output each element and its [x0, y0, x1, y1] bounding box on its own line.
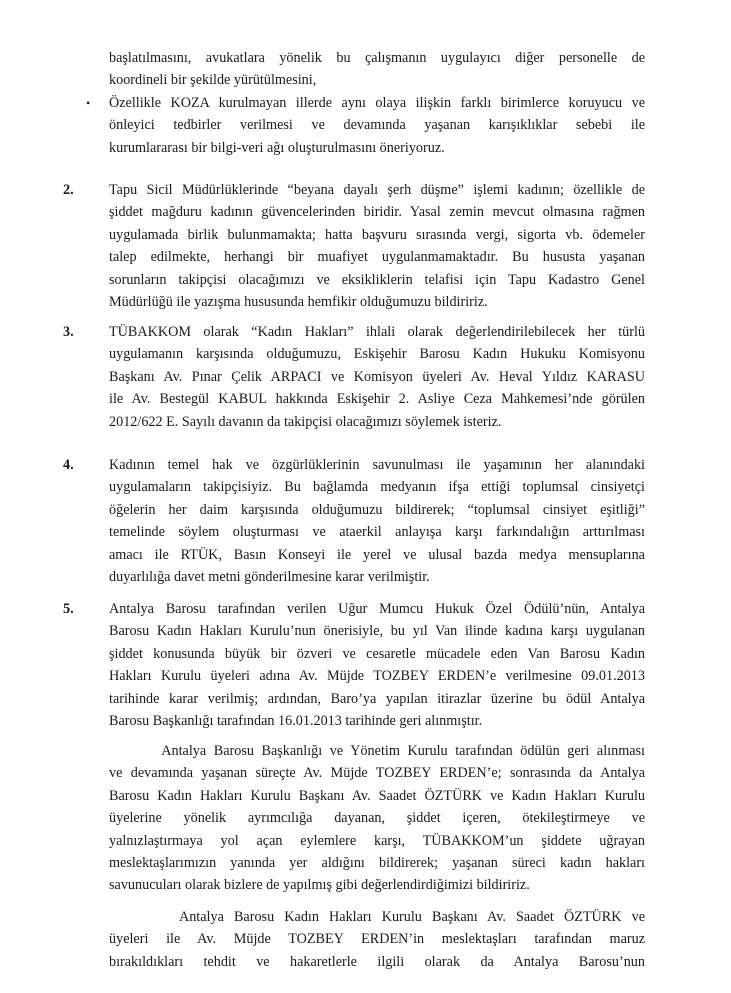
item-5-paragraph	[109, 598, 645, 732]
text-line: tarihinde karar verilmiş; ardından, Baro’ya yapılan itirazlar üzerine bu ödül Antalya	[109, 690, 645, 707]
text-line: sorunların takipçisi olacağımızı ve eksikliklerin telafisi için Tapu Kadastro Genel	[109, 271, 645, 288]
bullet-paragraph	[109, 92, 645, 159]
text-line: duyarlılığa davet metni gönderilmesine karar verilmiştir.	[109, 569, 430, 586]
text-line: bırakıldıkları tehdit ve hakaretlerle ilgili olarak da Antalya Barosu’nun	[109, 953, 645, 970]
text-line: şiddet mağduru kadının güvencelerinden biridir. Yasal zemin mevcut olmasına rağmen	[109, 204, 645, 221]
statement-paragraph	[109, 740, 645, 897]
text-line: kurumlararası bir bilgi-veri ağı oluşturulmasını öneriyoruz.	[109, 139, 445, 156]
continued-paragraph	[109, 47, 645, 92]
item-2-paragraph	[109, 179, 645, 313]
text-line: Kadının temel hak ve özgürlüklerinin savunulması ile yaşamının her alanındaki	[109, 457, 645, 473]
text-line: öğelerin her daim karşısında olduğumuzu bildirerek; “toplumsal cinsiyet eşitliği”	[109, 501, 645, 518]
text-line: amacı ile RTÜK, Basın Konseyi ile yerel ve ulusal bazda medya mensuplarına	[109, 546, 645, 563]
text-line: koordineli bir şekilde yürütülmesini,	[109, 72, 317, 89]
text-line: Müdürlüğü ile yazışma hususunda hemfikir olduğumuzu bildiririz.	[109, 294, 488, 311]
item-number: 2.	[63, 182, 74, 198]
text-line: yalnızlaştırmaya yol açan eylemlere karşı, TÜBAKKOM’un şiddete uğrayan	[109, 832, 645, 849]
text-line: üyeleri ile Av. Müjde TOZBEY ERDEN’in meslektaşları tarafından maruz	[109, 931, 645, 948]
text-line: uygulamaların takipçisiyiz. Bu bağlamda medyanın ifşa ettiği toplumsal cinsiyetçi	[109, 479, 645, 496]
text-line: üyelerine yönelik ayrımcılığa dayanan, şiddet içeren, ötekileştirmeye ve	[109, 810, 645, 827]
text-line: Hakları Kurulu üyeleri adına Av. Müjde TOZBEY ERDEN’e verilmesine 09.01.2013	[109, 668, 645, 685]
text-line: Antalya Barosu Başkanlığı ve Yönetim Kurulu tarafından ödülün geri alınması	[109, 743, 645, 759]
item-number: 4.	[63, 457, 74, 473]
text-line: 2012/622 E. Sayılı davanın da takipçisi olacağımızı söylemek isteriz.	[109, 413, 502, 430]
text-line: Antalya Barosu Kadın Hakları Kurulu Başkanı Av. Saadet ÖZTÜRK ve	[109, 909, 645, 925]
text-line: şiddet konusunda büyük bir özveri ve cesaretle mücadele eden Van Barosu Kadın	[109, 645, 645, 662]
item-number: 3.	[63, 324, 74, 340]
item-4-paragraph	[109, 454, 645, 588]
text-line: ile Av. Bestegül KABUL hakkında Eskişehir 2. Asliye Ceza Mahkemesi’nde görülen	[109, 391, 645, 408]
bullet-marker: •	[86, 96, 91, 110]
text-line: Barosu Başkanlığı tarafından 16.01.2013 tarihinde geri alınmıştır.	[109, 713, 483, 730]
text-line: başlatılmasını, avukatlara yönelik bu çalışmanın uygulayıcı diğer personelle de	[109, 50, 645, 66]
item-number: 5.	[63, 601, 74, 617]
text-line: Barosu Kadın Hakları Kurulu Başkanı Av. Saadet ÖZTÜRK ve Kadın Hakları Kurulu	[109, 787, 645, 804]
text-line: meslektaşlarımızın yanında yer aldığını bildirerek; yaşanan süreci kadın hakları	[109, 855, 645, 872]
text-line: temelinde söylem oluşturması ve ataerkil anlayışa karşı farkındalığın arttırılması	[109, 524, 645, 541]
text-line: önleyici tedbirler verilmesi ve devamında yaşanan karışıklıklar sebebi ile	[109, 117, 645, 134]
text-line: Başkanı Av. Pınar Çelik ARPACI ve Komisyon üyeleri Av. Heval Yıldız KARASU	[109, 368, 645, 385]
text-line: Antalya Barosu tarafından verilen Uğur Mumcu Hukuk Özel Ödülü’nün, Antalya	[109, 601, 645, 617]
text-line: uygulamada birlik bulunmamakta; hatta başvuru sırasında vergi, sigorta vb. ödemeler	[109, 226, 645, 243]
text-line: Özellikle KOZA kurulmayan illerde aynı olaya ilişkin farklı birimlerce koruyucu ve	[109, 95, 645, 111]
text-line: Barosu Kadın Hakları Kurulu’nun önerisiyle, bu yıl Van ilinde kadına karşı uygulanan	[109, 623, 645, 640]
text-line: ve devamında yaşanan süreçte Av. Müjde TOZBEY ERDEN’e; sonrasında da Antalya	[109, 765, 645, 782]
text-line: Tapu Sicil Müdürlüklerinde “beyana dayalı şerh düşme” işlemi kadının; özellikle de	[109, 182, 645, 198]
text-line: uygulamanın karşısında olduğumuzu, Eskişehir Barosu Kadın Hukuku Komisyonu	[109, 346, 645, 363]
text-line: TÜBAKKOM olarak “Kadın Hakları” ihlali olarak değerlendirilebilecek her türlü	[109, 324, 645, 340]
text-line: talep edilmekte, herhangi bir muafiyet uygulanmamaktadır. Bu hususta yaşanan	[109, 249, 645, 266]
item-3-paragraph	[109, 321, 645, 433]
closing-paragraph	[109, 906, 645, 973]
text-line: savunucuları olarak bizlere de yapılmış gibi değerlendirdiğimizi bildiririz.	[109, 877, 530, 894]
